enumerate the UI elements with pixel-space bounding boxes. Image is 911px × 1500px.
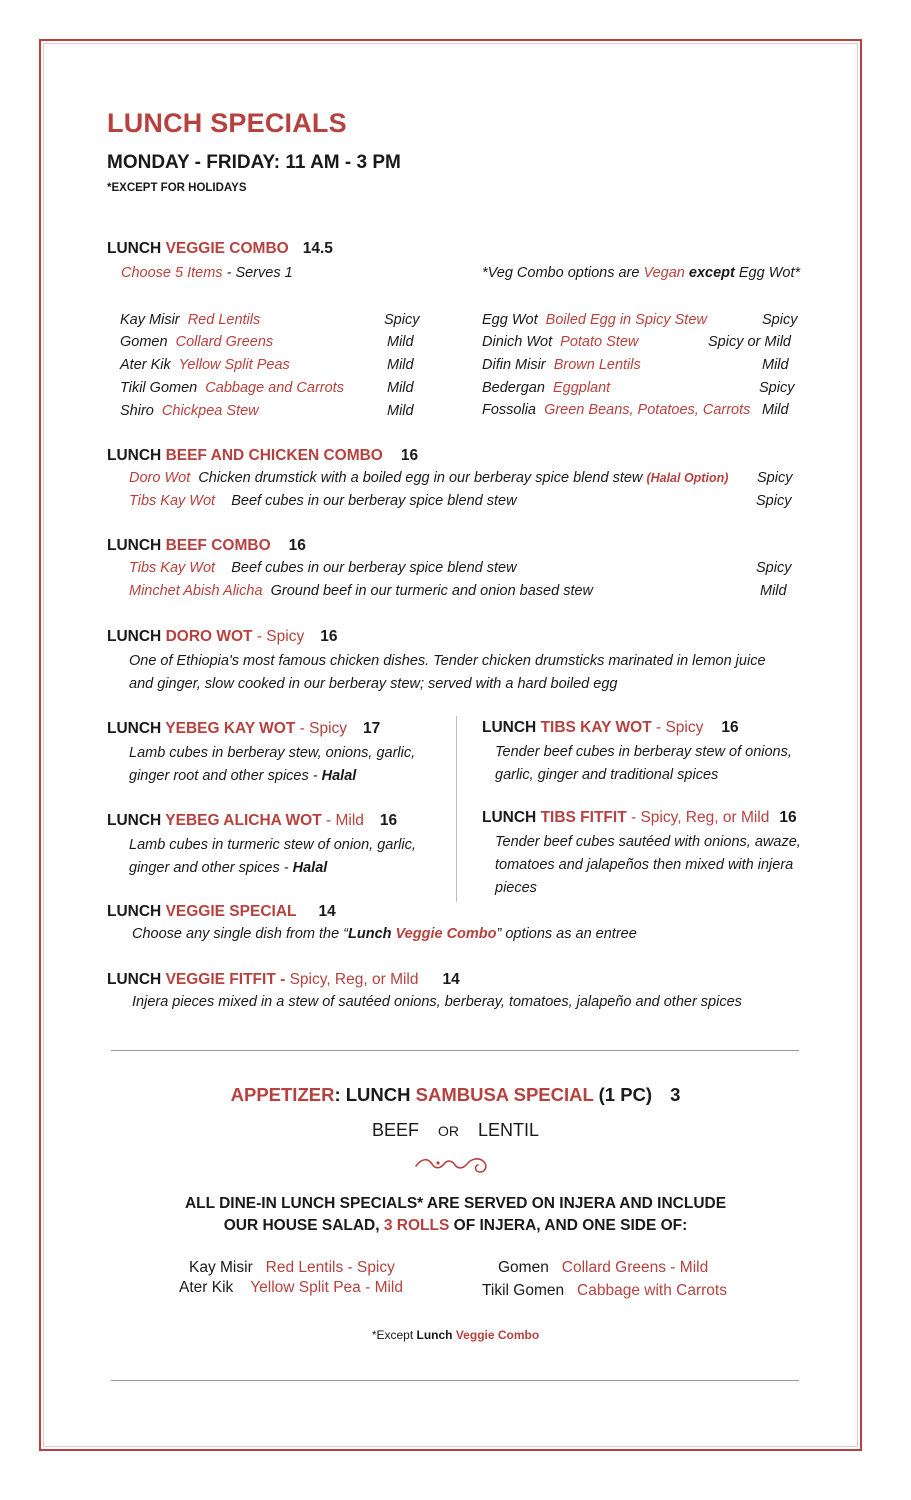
item-heat: Mild (760, 583, 787, 599)
item-name: Ater Kik (120, 357, 171, 373)
list-item (482, 402, 750, 418)
heading-prefix: LUNCH (482, 809, 541, 826)
yebeg-alicha-heading (107, 812, 397, 830)
price: 17 (363, 720, 381, 737)
heading-prefix: LUNCH (107, 903, 166, 920)
beef-combo-heading (107, 537, 306, 555)
serves-text: - Serves 1 (222, 265, 293, 281)
column-divider (456, 716, 457, 902)
heading-name: SAMBUSA SPECIAL (415, 1084, 594, 1105)
holiday-note: *EXCEPT FOR HOLIDAYS (107, 182, 247, 194)
price: 16 (320, 628, 338, 645)
choose-text: Choose 5 Items (121, 265, 223, 281)
item-desc: Brown Lentils (553, 357, 641, 373)
list-item (482, 357, 641, 373)
heading-prefix: LUNCH (107, 447, 166, 464)
except-combo: Veggie Combo (455, 1328, 540, 1342)
page-title: LUNCH SPECIALS (107, 108, 347, 138)
item-desc: Boiled Egg in Spicy Stew (545, 312, 707, 328)
tibs-fitfit-heading (482, 809, 797, 827)
side-desc: Yellow Split Pea - Mild (250, 1279, 403, 1296)
sambusa-options (0, 1120, 911, 1141)
item-heat: Spicy (762, 312, 798, 328)
side-name: Kay Misir (189, 1259, 253, 1276)
item-heat: Spicy (759, 380, 795, 396)
footer-except-note (0, 1328, 911, 1342)
price: 14 (318, 903, 336, 920)
hours: MONDAY - FRIDAY: 11 AM - 3 PM (107, 152, 401, 173)
item-heat: Mild (387, 403, 414, 419)
item-name: Kay Misir (120, 312, 180, 328)
veggie-combo-heading (107, 240, 333, 258)
desc-text: Choose any single dish from the “ (132, 926, 348, 942)
heading-prefix: LUNCH (107, 240, 166, 257)
doro-wot-desc: One of Ethiopia's most famous chicken dishes. Tender chicken drumsticks marinated in lemon juice and ginger, slow cooked in our berberay stew; served with a hard boiled egg (129, 653, 766, 692)
doro-wot-heading (107, 628, 337, 646)
yebeg-kay-desc (129, 742, 439, 788)
item-name: Dinich Wot (482, 334, 553, 350)
heading-prefix: LUNCH (107, 720, 166, 737)
list-item (482, 312, 707, 328)
side-name: Tikil Gomen (482, 1282, 565, 1299)
item-name: Gomen (120, 334, 168, 350)
yebeg-alicha-desc (129, 834, 439, 880)
item-desc: Ground beef in our turmeric and onion based stew (270, 583, 594, 599)
side-desc: Red Lentils - Spicy (265, 1259, 395, 1276)
heading-name: BEEF AND CHICKEN COMBO (165, 447, 383, 464)
side-item (189, 1259, 395, 1277)
item-desc: Red Lentils (187, 312, 261, 328)
heading-name: TIBS FITFIT (540, 809, 627, 826)
desc-text-end: ” options as an entree (496, 926, 637, 942)
item-heat: Spicy (756, 493, 792, 509)
heat-label: - Spicy (295, 720, 348, 737)
desc-text: Lamb cubes in berberay stew, onions, garlic, ginger root and other spices - (129, 745, 416, 784)
desc-combo: Veggie Combo (395, 926, 497, 942)
veggie-combo-choose (121, 265, 293, 281)
appetizer-heading (0, 1084, 911, 1106)
item-name: Bedergan (482, 380, 545, 396)
heat-label: Spicy, Reg, or Mild (289, 971, 419, 988)
item-name: Doro Wot (129, 470, 191, 486)
heading-prefix: LUNCH (107, 812, 166, 829)
yebeg-kay-heading (107, 720, 380, 738)
side-item (498, 1259, 708, 1277)
item-desc: Beef cubes in our berberay spice blend stew (231, 493, 517, 509)
list-item (129, 493, 517, 509)
item-name: Fossolia (482, 402, 536, 418)
item-desc: Chicken drumstick with a boiled egg in our berberay spice blend stew (198, 470, 643, 486)
side-desc: Collard Greens - Mild (561, 1259, 709, 1276)
veggie-special-heading (107, 903, 336, 921)
heading-prefix: LUNCH (107, 537, 166, 554)
price: 14.5 (302, 240, 333, 257)
side-item (482, 1282, 727, 1300)
option-beef: BEEF (371, 1120, 419, 1140)
item-name: Shiro (120, 403, 154, 419)
heading-name: YEBEG KAY WOT (165, 720, 296, 737)
price: 3 (670, 1084, 681, 1105)
veggie-combo-note (482, 265, 800, 281)
item-desc: Collard Greens (175, 334, 274, 350)
option-or: OR (437, 1123, 459, 1139)
heat-label: - Spicy (252, 628, 305, 645)
list-item (120, 312, 260, 328)
heading-name: VEGGIE COMBO (165, 240, 289, 257)
heading-name: DORO WOT (165, 628, 253, 645)
side-desc: Cabbage with Carrots (577, 1282, 727, 1299)
item-heat: Spicy (757, 470, 793, 486)
heading-name: TIBS KAY WOT (540, 719, 652, 736)
footer-text-end: OF INJERA, AND ONE SIDE OF: (449, 1217, 688, 1234)
note-egg: Egg Wot* (734, 265, 801, 281)
option-lentil: LENTIL (478, 1120, 540, 1140)
list-item (129, 583, 593, 599)
price: 16 (721, 719, 739, 736)
veggie-fitfit-heading (107, 971, 460, 989)
divider (111, 1380, 799, 1381)
heading-name: VEGGIE SPECIAL (165, 903, 297, 920)
item-desc: Beef cubes in our berberay spice blend stew (231, 560, 517, 576)
footer-line-2 (0, 1217, 911, 1235)
list-item (120, 380, 344, 396)
except-text: *Except (371, 1328, 417, 1342)
appetizer-label: APPETIZER (230, 1084, 335, 1105)
halal-option: (Halal Option) (646, 471, 729, 485)
halal-tag: Halal (292, 860, 328, 876)
item-heat: Mild (387, 357, 414, 373)
side-name: Gomen (498, 1259, 549, 1276)
list-item (129, 470, 728, 486)
desc-text: Lamb cubes in turmeric stew of onion, garlic, ginger and other spices - (129, 837, 416, 876)
tibs-kay-desc: Tender beef cubes in berberay stew of onions, garlic, ginger and traditional spices (495, 744, 792, 783)
heading-prefix: : LUNCH (334, 1084, 416, 1105)
item-name: Egg Wot (482, 312, 538, 328)
item-name: Difin Misir (482, 357, 546, 373)
side-item (179, 1279, 403, 1297)
rolls-count: 3 ROLLS (383, 1217, 450, 1234)
item-name: Tikil Gomen (120, 380, 198, 396)
heading-prefix: LUNCH (107, 971, 166, 988)
footer-text: OUR HOUSE SALAD, (223, 1217, 384, 1234)
list-item (482, 380, 610, 396)
item-heat: Mild (762, 402, 789, 418)
desc-lunch: Lunch (348, 926, 396, 942)
heat-label: - Spicy (651, 719, 704, 736)
heading-name: YEBEG ALICHA WOT (165, 812, 322, 829)
note-vegan: Vegan (643, 265, 685, 281)
item-heat: Spicy (756, 560, 792, 576)
item-desc: Eggplant (552, 380, 611, 396)
item-heat: Spicy or Mild (708, 334, 791, 350)
note-except: except (684, 265, 735, 281)
heading-prefix: LUNCH (107, 628, 166, 645)
veggie-fitfit-desc: Injera pieces mixed in a stew of sautéed onions, berberay, tomatoes, jalapeño and other spices (132, 994, 742, 1010)
list-item (120, 403, 259, 419)
price: 16 (379, 812, 398, 829)
price: 14 (442, 971, 460, 988)
item-heat: Mild (762, 357, 789, 373)
item-name: Tibs Kay Wot (129, 560, 216, 576)
heading-name: VEGGIE FITFIT - (165, 971, 290, 988)
heat-label: - Mild (321, 812, 364, 829)
item-heat: Mild (387, 334, 414, 350)
side-name: Ater Kik (179, 1279, 234, 1296)
heading-prefix: LUNCH (482, 719, 541, 736)
item-name: Tibs Kay Wot (129, 493, 216, 509)
item-desc: Chickpea Stew (161, 403, 259, 419)
note-text: *Veg Combo options are (482, 265, 644, 281)
price: 16 (288, 537, 306, 554)
tibs-kay-heading (482, 719, 739, 737)
veggie-special-desc (132, 926, 637, 942)
item-desc: Yellow Split Peas (178, 357, 290, 373)
item-heat: Spicy (384, 312, 420, 328)
list-item (129, 560, 517, 576)
halal-tag: Halal (321, 768, 357, 784)
footer-line-1: ALL DINE-IN LUNCH SPECIALS* ARE SERVED ON INJERA AND INCLUDE (184, 1195, 727, 1212)
item-desc: Green Beans, Potatoes, Carrots (544, 402, 751, 418)
flourish-ornament (414, 1154, 490, 1176)
item-desc: Potato Stew (560, 334, 639, 350)
item-heat: Mild (387, 380, 414, 396)
quantity: (1 PC) (593, 1084, 653, 1105)
list-item (482, 334, 638, 350)
list-item (120, 357, 290, 373)
heading-name: BEEF COMBO (165, 537, 271, 554)
list-item (120, 334, 273, 350)
divider (111, 1050, 799, 1051)
except-lunch: Lunch (416, 1328, 456, 1342)
beef-chicken-heading (107, 447, 418, 465)
price: 16 (779, 809, 797, 826)
item-name: Minchet Abish Alicha (129, 583, 263, 599)
tibs-fitfit-desc: Tender beef cubes sautéed with onions, awaze, tomatoes and jalapeños then mixed with injera pieces (495, 834, 801, 896)
price: 16 (400, 447, 419, 464)
heat-label: - Spicy, Reg, or Mild (626, 809, 770, 826)
item-desc: Cabbage and Carrots (205, 380, 344, 396)
